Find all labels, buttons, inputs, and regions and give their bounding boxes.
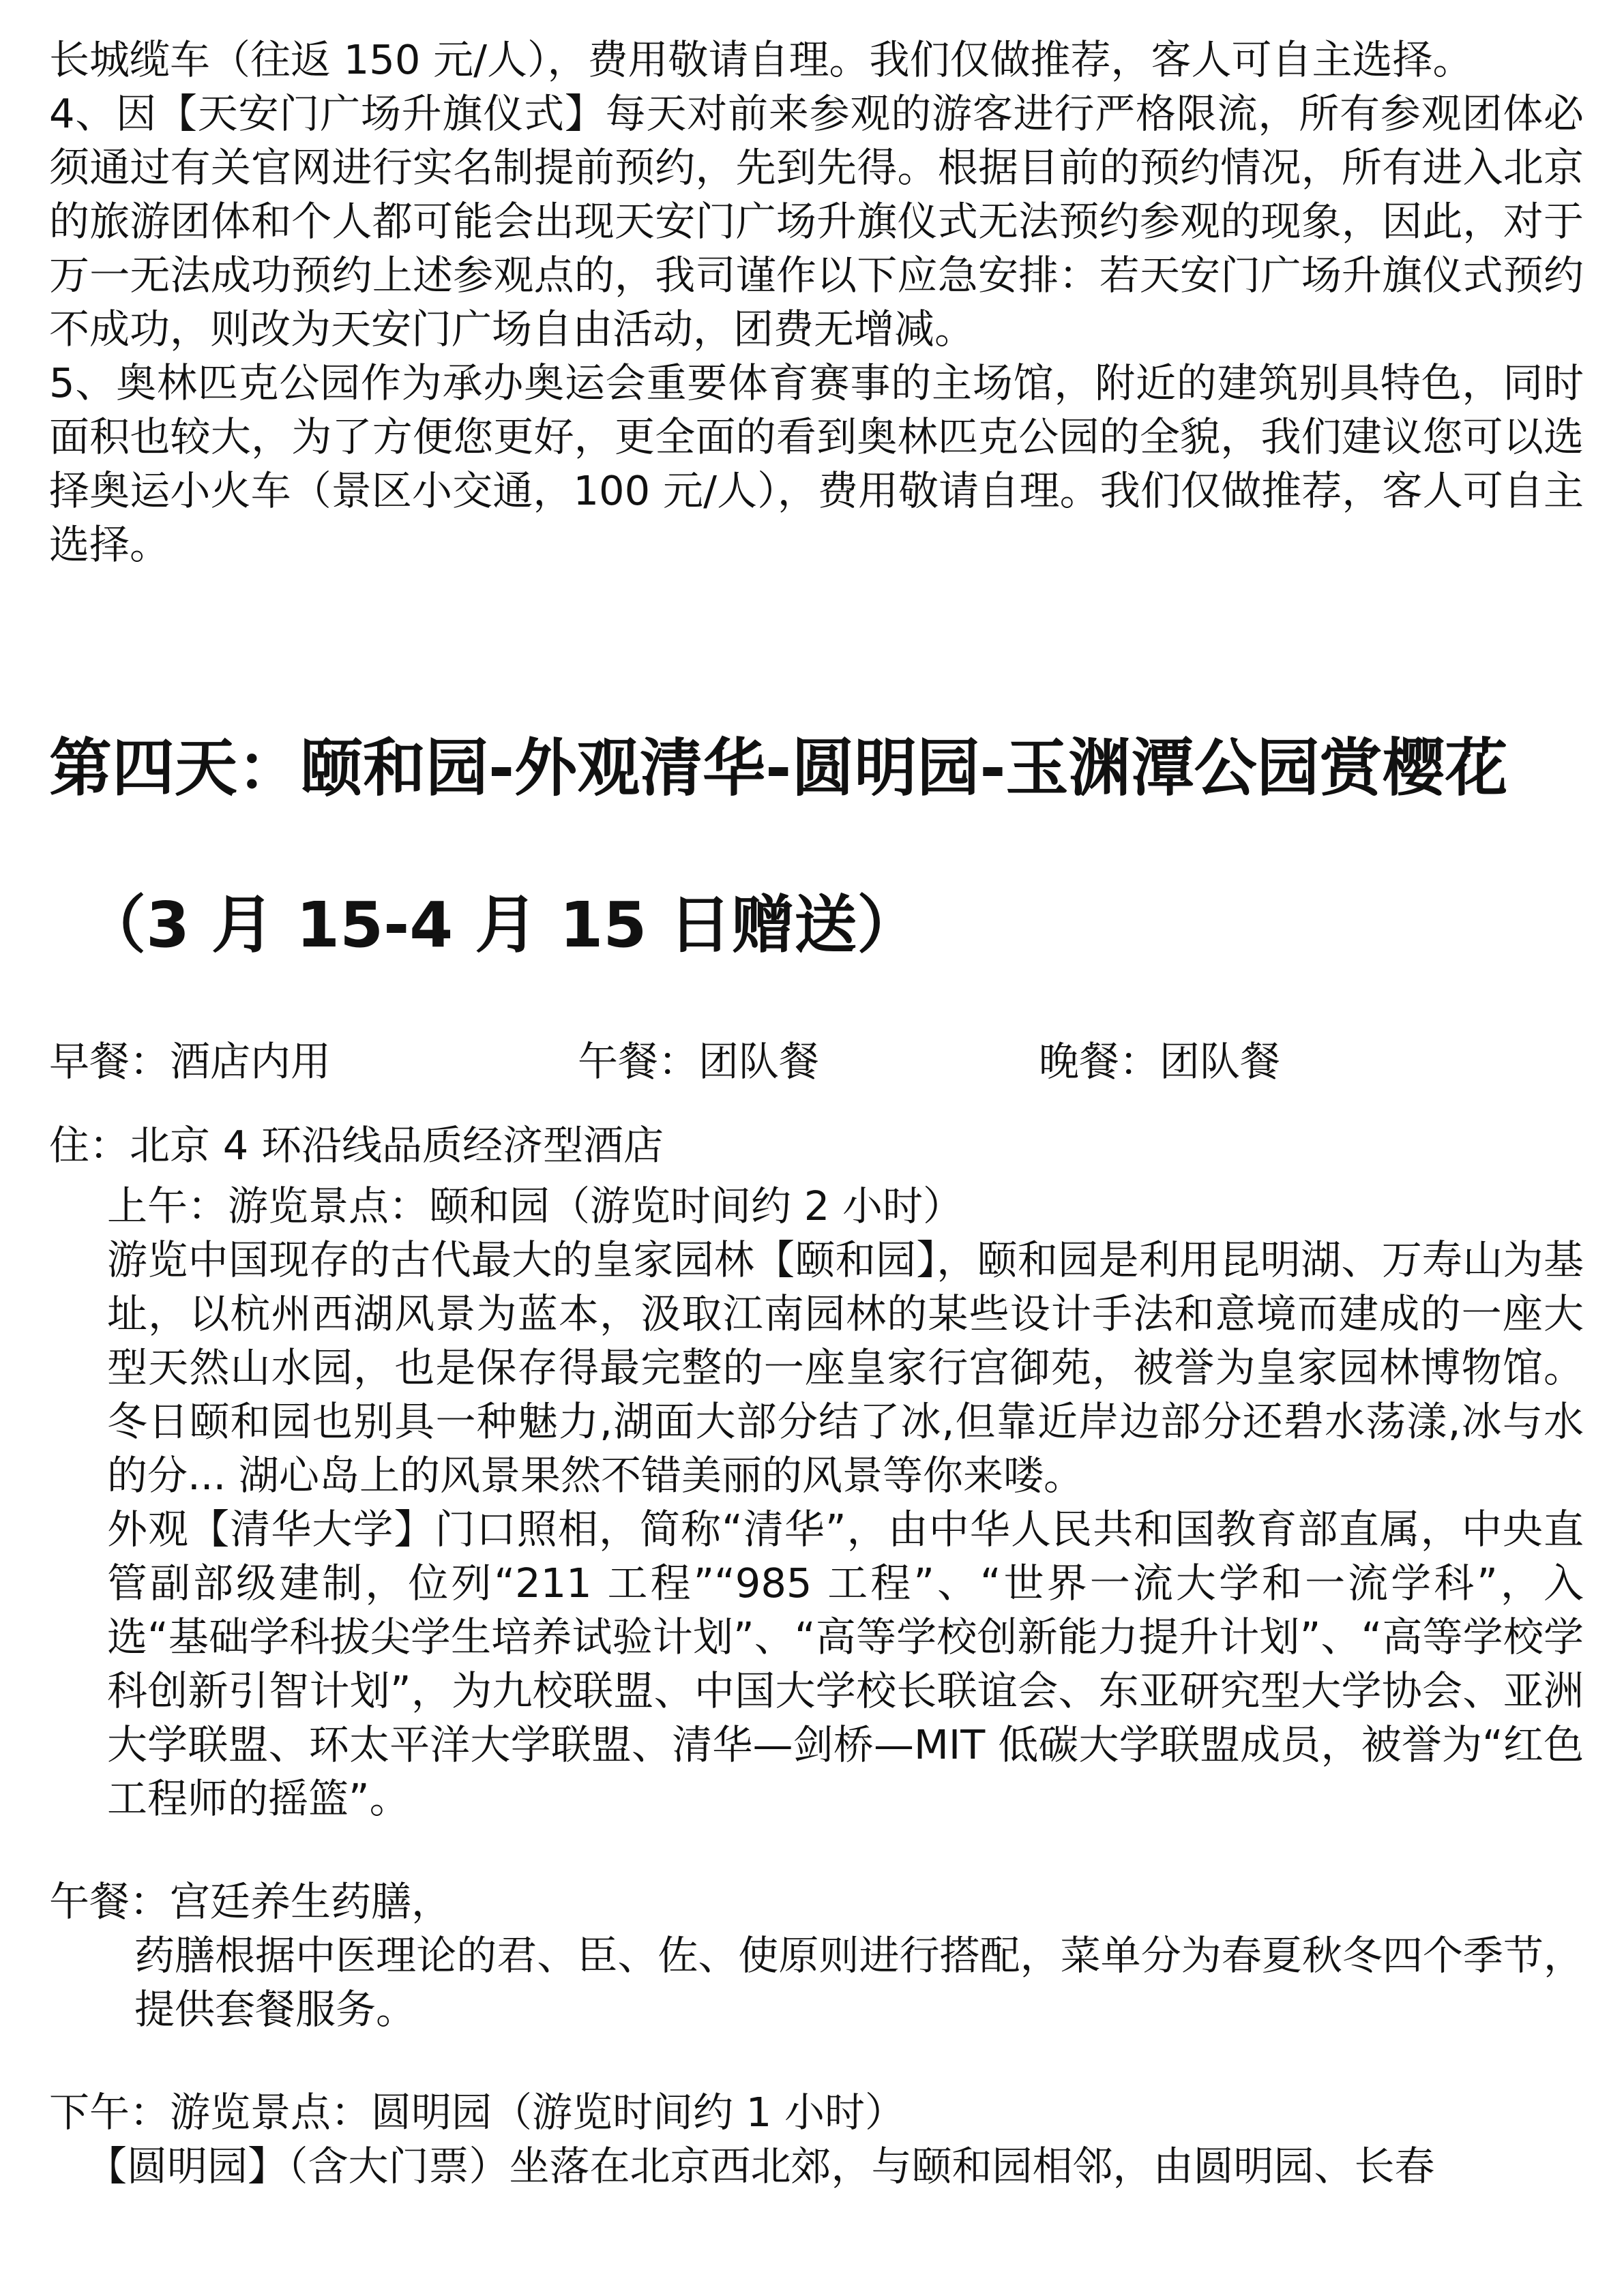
note-paragraph-olympic-park: 5、奥林匹克公园作为承办奥运会重要体育赛事的主场馆，附近的建筑别具特色，同时面积也较大，为了方便您更好，更全面的看到奥林匹克公园的全貌，我们建议您可以选择奥运小火车（景区小交通，100 元/人），费用敬请自理。我们仅做推荐，客人可自主选择。 xyxy=(49,359,1584,568)
morning-title: 上午：游览景点：颐和园（游览时间约 2 小时） xyxy=(107,1182,964,1229)
note-paragraph-flag-ceremony: 4、因【天安门广场升旗仪式】每天对前来参观的游客进行严格限流，所有参观团体必须通过有关官网进行实名制提前预约，先到先得。根据目前的预约情况，所有进入北京的旅游团体和个人都可能会出现天安门广场升旗仪式无法预约参观的现象，因此，对于万一无法成功预约上述参观点的，我司谨作以下应急安排：若天安门广场升旗仪式预约不成功，则改为天安门广场自由活动，团费无增减。 xyxy=(49,90,1584,353)
morning-section xyxy=(49,1179,1584,1825)
tsinghua-paragraph: 外观【清华大学】门口照相，简称“清华”，由中华人民共和国教育部直属，中央直管副部级建制，位列“211 工程”“985 工程”、“世界一流大学和一流学科”，入选“基础学科拔尖学生培养试验计划”、“高等学校创新能力提升计划”、“高等学校学科创新引智计划”，为九校联盟、中国大学校长联谊会、东亚研究型大学协会、亚洲大学联盟、环太平洋大学联盟、清华—剑桥—MIT 低碳大学联盟成员，被誉为“红色工程师的摇篮”。 xyxy=(107,1506,1584,1822)
document-page xyxy=(49,0,1584,2193)
day-subtitle: （3 月 15-4 月 15 日赠送） xyxy=(83,889,920,961)
lunch-info: 午餐：团队餐 xyxy=(578,1038,820,1085)
meal-info xyxy=(49,1034,1584,1088)
lunch-description: 药膳根据中医理论的君、臣、佐、使原则进行搭配，菜单分为春夏秋冬四个季节，提供套餐服务。 xyxy=(134,1932,1584,2033)
lunch-title: 午餐：宫廷养生药膳， xyxy=(49,1878,452,1925)
summer-palace-paragraph: 游览中国现存的古代最大的皇家园林【颐和园】，颐和园是利用昆明湖、万寿山为基址，以杭州西湖风景为蓝本，汲取江南园林的某些设计手法和意境而建成的一座大型天然山水园，也是保存得最完整的一座皇家行宫御苑，被誉为皇家园林博物馆。冬日颐和园也别具一种魅力,湖面大部分结了冰,但靠近岸边部分还碧水荡漾,冰与水的分... 湖心岛上的风景果然不错美丽的风景等你来喽。 xyxy=(107,1236,1584,1499)
old-summer-palace-paragraph: 【圆明园】（含大门票）坐落在北京西北郊，与颐和园相邻，由圆明园、长春 xyxy=(87,2143,1435,2190)
day-title: 第四天：颐和园-外观清华-圆明园-玉渊潭公园赏樱花 xyxy=(49,732,1508,805)
note-paragraph-cable-car: 长城缆车（往返 150 元/人），费用敬请自理。我们仅做推荐，客人可自主选择。 xyxy=(49,36,1473,83)
dinner-info: 晚餐：团队餐 xyxy=(1039,1038,1281,1085)
breakfast-info: 早餐：酒店内用 xyxy=(49,1038,331,1085)
notes-section xyxy=(49,0,1584,571)
afternoon-title: 下午：游览景点：圆明园（游览时间约 1 小时） xyxy=(49,2089,906,2136)
accommodation-info: 住：北京 4 环沿线品质经济型酒店 xyxy=(49,1122,664,1169)
